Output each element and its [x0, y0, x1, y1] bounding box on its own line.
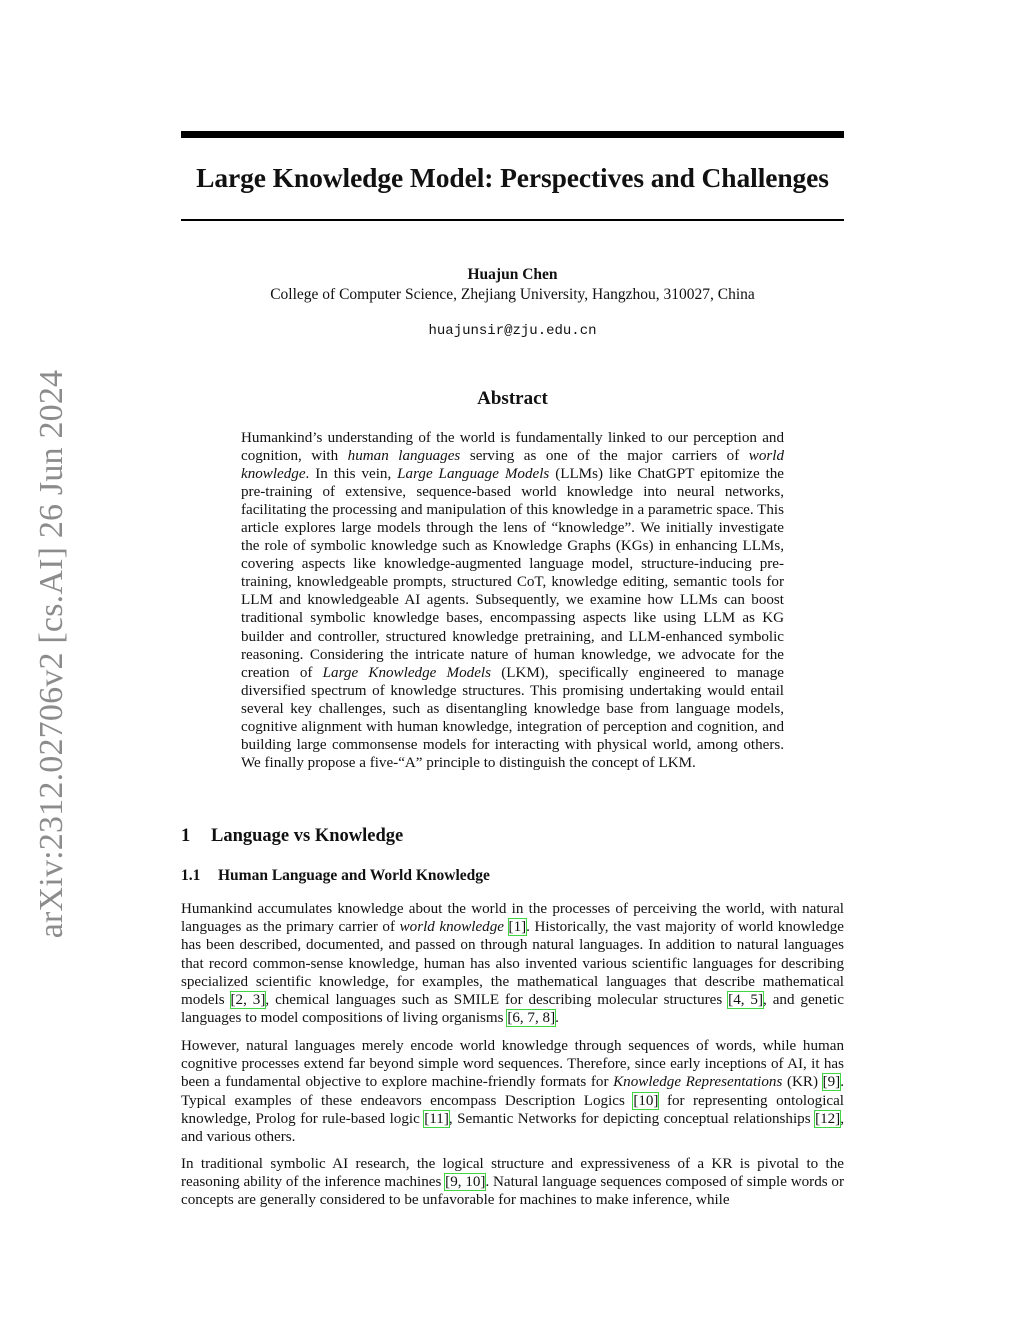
subsection-number: 1.1 — [181, 867, 201, 884]
subsection-title: Human Language and World Knowledge — [218, 867, 490, 884]
paragraph-text-run: . Typical examples of these endeavors encompass Description Logics — [181, 1074, 844, 1109]
abstract-heading: Abstract — [477, 388, 548, 409]
author-name: Huajun Chen — [467, 266, 558, 283]
citation-link[interactable]: [9] — [822, 1074, 841, 1091]
abstract-emphasis: Large Knowledge Models — [322, 664, 491, 681]
section-number: 1 — [181, 826, 191, 846]
abstract-text — [241, 429, 784, 772]
citation-link[interactable]: [10] — [633, 1092, 659, 1109]
paragraph-text-run: for representing ontological knowledge, Prolog for rule-based logic — [181, 1092, 844, 1127]
paragraph-emphasis: Knowledge Representations — [613, 1074, 783, 1091]
citation-link[interactable]: [9, 10] — [445, 1174, 486, 1191]
citation-link[interactable]: [11] — [424, 1110, 449, 1127]
paragraph-text-run: In traditional symbolic AI research, the logical structure and expressiveness of a KR is pivotal to the reasoning ability of the inference machines — [181, 1156, 844, 1191]
paper-title: Large Knowledge Model: Perspectives and Challenges — [196, 162, 829, 193]
author-affiliation: College of Computer Science, Zhejiang University, Hangzhou, 310027, China — [270, 286, 755, 303]
abstract-text-run: . In this vein, — [305, 466, 398, 483]
subsection-heading — [181, 867, 490, 885]
section-heading — [181, 826, 403, 847]
abstract-emphasis: Large Language Models — [397, 466, 550, 483]
paragraph-emphasis: world knowledge — [399, 919, 504, 936]
citation-link[interactable]: [12] — [815, 1110, 841, 1127]
paragraph-text-run: , chemical languages such as SMILE for describing molecular structures — [265, 992, 729, 1009]
abstract-text-run: (LKM), specifically engineered to manage diversified spectrum of knowledge structures. This promising undertaking would entail several key challenges, such as disentangling knowledge base from language models, cognitive alignment with human knowledge, integration of perception and cognition, and building large commonsense models for interacting with physical world, among others. We finally propose a five-“A” principle to distinguish the concept of LKM. — [241, 664, 784, 771]
title-top-rule — [181, 131, 844, 138]
paragraph-text-run: , and various others. — [181, 1110, 844, 1146]
citation-link[interactable]: [1] — [508, 919, 527, 936]
abstract-text-run: serving as one of the major carriers of — [460, 448, 749, 465]
abstract-text-run: Humankind’s understanding of the world is fundamentally linked to our perception and cognition, with — [241, 430, 784, 465]
citation-link[interactable]: [6, 7, 8] — [507, 1010, 556, 1027]
paragraph-text-run: , and genetic languages to model compositions of living organisms — [181, 992, 844, 1027]
paragraph-text-run: (KR) — [782, 1074, 823, 1091]
paragraph-text-run: , Semantic Networks for depicting conceptual relationships — [448, 1110, 816, 1127]
abstract-text-run: (LLMs) like ChatGPT epitomize the pre-training of extensive, sequence-based world knowledge into neural networks, facilitating the processing and manipulation of this knowledge in a parametric space. This article explores large models through the lens of “knowledge”. We initially investigate the role of symbolic knowledge such as Knowledge Graphs (KGs) in enhancing LLMs, covering aspects like knowledge-augmented language model, structure-inducing pre-training, knowledgeable prompts, structured CoT, knowledge editing, semantic tools for LLM and knowledgeable AI agents. Subsequently, we examine how LLMs can boost traditional symbolic knowledge bases, encompassing aspects like using LLM as KG builder and controller, structured knowledge pretraining, and LLM-enhanced symbolic reasoning. Considering the intricate nature of human knowledge, we advocate for the creation of — [241, 466, 785, 681]
citation-link[interactable]: [2, 3] — [230, 992, 266, 1009]
body-paragraph — [181, 1155, 844, 1210]
arxiv-identifier: arXiv:2312.02706v2 [cs.AI] 26 Jun 2024 — [33, 369, 70, 939]
paragraph-text-run: However, natural languages merely encode world knowledge through sequences of words, while human cognitive processes extend far beyond simple word sequences. Therefore, since early inceptions of AI, it has been a fundamental objective to explore machine-friendly formats for — [181, 1038, 844, 1091]
title-bottom-rule — [181, 219, 844, 221]
abstract-emphasis: human languages — [347, 448, 461, 465]
abstract-emphasis: world knowledge — [241, 448, 784, 483]
paragraph-text-run: . — [555, 1010, 559, 1027]
body-paragraph — [181, 900, 844, 1027]
paragraph-text-run: . Historically, the vast majority of world knowledge has been described, documented, and passed on through natural languages. In addition to natural languages that record common-sense knowledge, human has also invented various scientific languages for describing specialized scientific knowledge, for examples, the mathematical languages that describe mathematical models — [181, 919, 844, 1009]
body-paragraph — [181, 1037, 844, 1146]
author-email: huajunsir@zju.edu.cn — [428, 323, 597, 339]
paragraph-text-run: Humankind accumulates knowledge about the world in the processes of perceiving the world, with natural languages as the primary carrier of — [181, 901, 844, 936]
paragraph-text-run — [504, 919, 509, 935]
citation-link[interactable]: [4, 5] — [728, 992, 764, 1009]
section-title: Language vs Knowledge — [211, 826, 404, 846]
paragraph-text-run: . Natural language sequences composed of simple words or concepts are generally considered to be unfavorable for machines to make inference, while — [181, 1174, 844, 1209]
